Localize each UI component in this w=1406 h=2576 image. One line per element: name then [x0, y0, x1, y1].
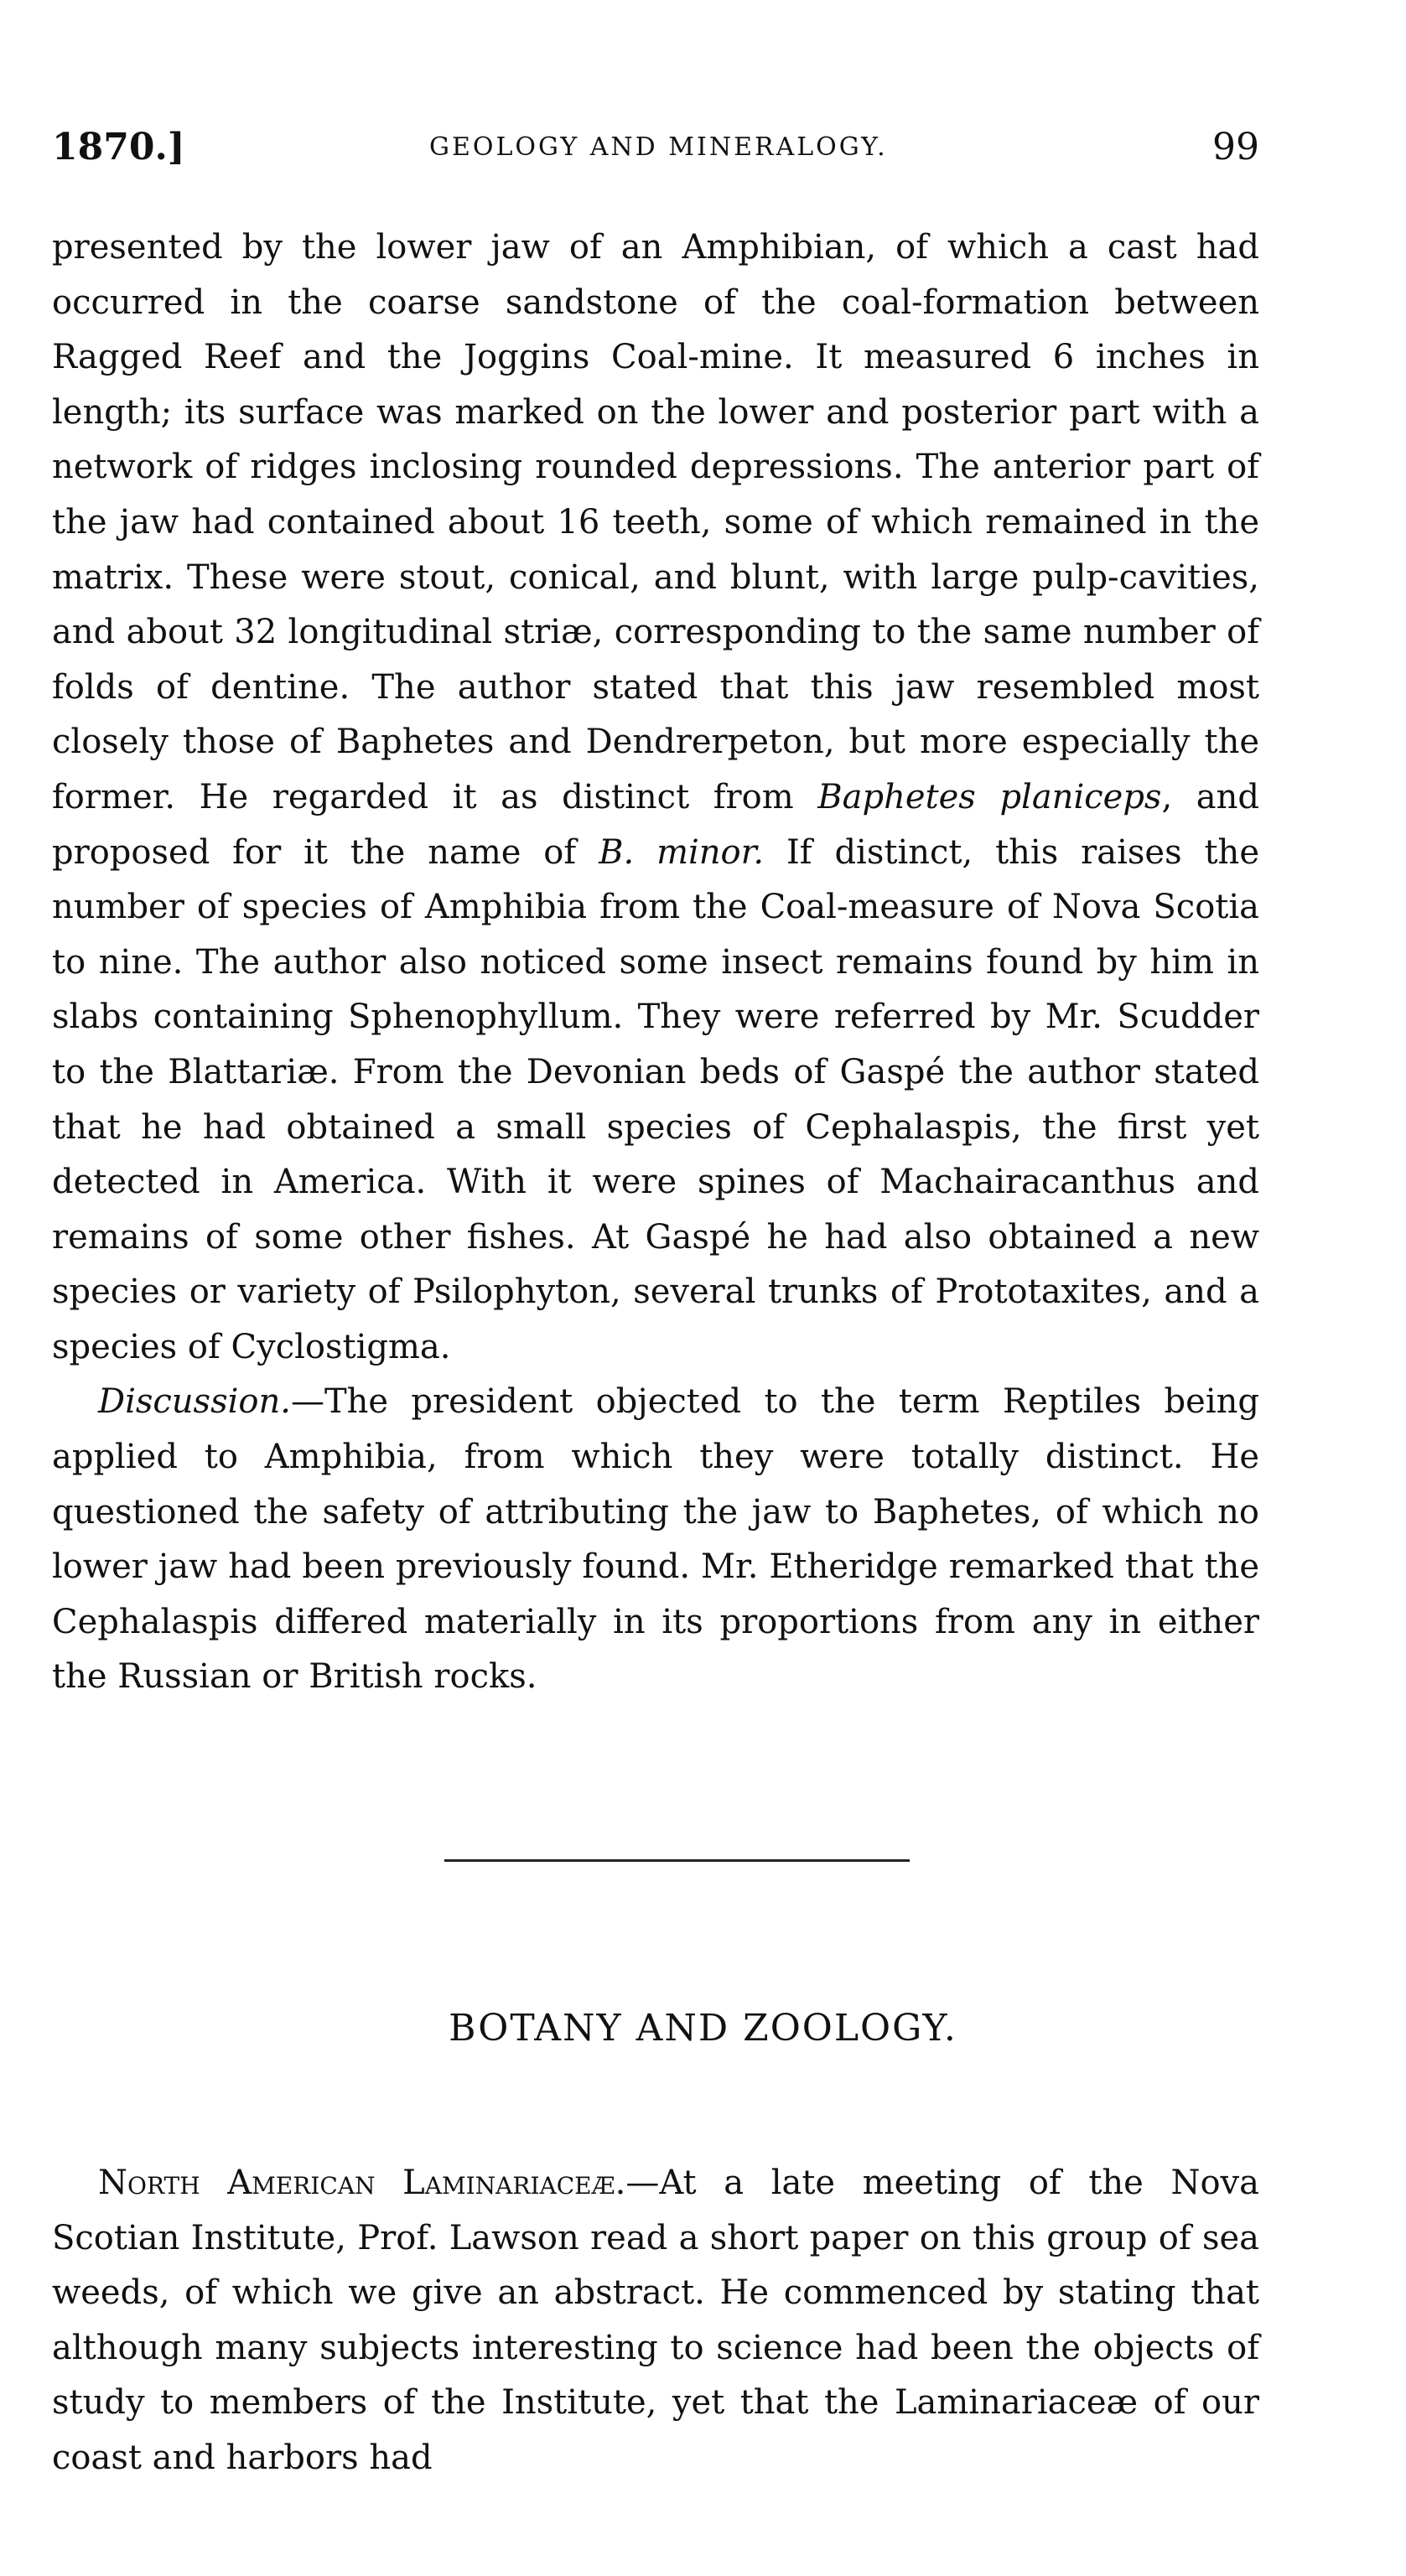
paragraph-text-mid: , and proposed for it the name of: [52, 777, 1259, 872]
header-title: GEOLOGY AND MINERALOGY.: [429, 132, 888, 162]
discussion-text: —The president objected to the term Reptiles being applied to Amphibia, from which they were totally distinct. He questioned the safety of attributing the jaw to Baphetes, of which no lower jaw had been previously found. Mr. Etheridge remarked that the Cephalaspis differed materially in its proportions from any in either the Russian or British rocks.: [52, 1382, 1259, 1697]
paragraph-text-start: presented by the lower jaw of an Amphibian, of which a cast had occurred in the coarse sandstone of the coal-formation between Ragged Reef and the Joggins Coal-mine. It measured 6 inches in length; its surface was marked on the lower and posterior part with a network of ridges inclosing rounded depressions. The anterior part of the jaw had contained about 16 teeth, some of which remained in the matrix. These were stout, conical, and blunt, with large pulp-cavities, and about 32 longitudinal striæ, corresponding to the same number of folds of dentine. The author stated that this jaw resembled most closely those of Baphetes and Dendrerpeton, but more especially the former. He regarded it as distinct from: [52, 228, 1259, 816]
article-lead-heading: North American Laminariaceæ.: [98, 2164, 626, 2202]
botany-paragraph-text: —At a late meeting of the Nova Scotian Institute, Prof. Lawson read a short paper on this group of sea weeds, of which we give an abstract. He commenced by stating that although many subjects interesting to science had been the objects of study to members of the Institute, yet that the Laminariaceæ of our coast and harbors had: [52, 2164, 1259, 2477]
header-year: 1870.]: [52, 126, 185, 168]
geology-article-body: [52, 220, 1259, 1705]
paragraph-text-end: If distinct, this raises the number of species of Amphibia from the Coal-measure of Nova Scotia to nine. The author also noticed some insect remains found by him in slabs containing Sphenophyllum. They were referred by Mr. Scudder to the Blattariæ. From the Devonian beds of Gaspé the author stated that he had obtained a small species of Cephalaspis, the first yet detected in America. With it were spines of Machairacanthus and remains of some other fishes. At Gaspé he had also obtained a new species or variety of Psilophyton, several trunks of Prototaxites, and a species of Cyclostigma.: [52, 832, 1259, 1366]
botany-paragraph: [52, 2156, 1259, 2486]
running-header: [52, 126, 1259, 176]
section-heading: BOTANY AND ZOOLOGY.: [449, 2007, 957, 2050]
discussion-label: Discussion.: [98, 1382, 291, 1422]
geology-paragraph: [52, 220, 1259, 1375]
species-name-italic: Baphetes planiceps: [817, 777, 1162, 816]
page-number: 99: [1212, 126, 1259, 168]
section-divider: [444, 1859, 910, 1862]
botany-article-body: [52, 2122, 1259, 2520]
proposed-name-italic: B. minor.: [599, 832, 765, 872]
discussion-paragraph: [52, 1375, 1259, 1705]
